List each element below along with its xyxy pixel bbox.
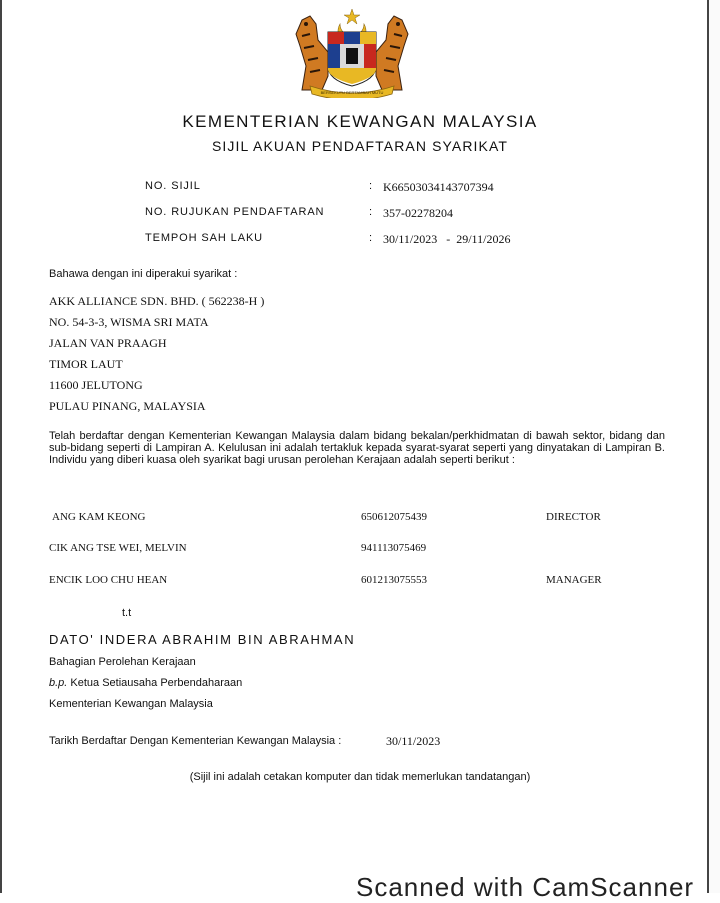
tt-mark: t.t — [122, 607, 132, 619]
computer-print-note: (Sijil ini adalah cetakan komputer dan tidak memerlukan tandatangan) — [189, 771, 531, 783]
registration-reference: 357-02278204 — [383, 206, 453, 220]
bp-abbrev: b.p. — [49, 677, 68, 689]
address-line: NO. 54-3-3, WISMA SRI MATA — [49, 315, 209, 329]
field-colon: : — [369, 232, 373, 244]
address-line: TIMOR LAUT — [49, 357, 123, 371]
registration-paragraph: Telah berdaftar dengan Kementerian Kewangan Malaysia dalam bidang bekalan/perkhidmatan di bawah sektor, bidang dan sub-bidang seperti di Lampiran A. Kelulusan ini adalah tertakluk kepada syarat-syarat seperti yang dinyatakan di Lampiran B. Individu yang diberi kuasa oleh syarikat bagi urusan perolehan Kerajaan adalah seperti berikut : — [49, 430, 665, 466]
certificate-title: SIJIL AKUAN PENDAFTARAN SYARIKAT — [211, 138, 509, 154]
person-role: MANAGER — [546, 574, 602, 586]
page-border-left — [0, 0, 2, 893]
right-tiger-icon — [376, 16, 408, 90]
scanner-watermark: Scanned with CamScanner — [356, 872, 695, 902]
ministry-heading: KEMENTERIAN KEWANGAN MALAYSIA — [182, 112, 538, 131]
coat-of-arms-logo — [288, 6, 416, 98]
field-label: NO. SIJIL — [145, 180, 201, 192]
person-ic: 650612075439 — [361, 511, 427, 523]
signatory-name: DATO' INDERA ABRAHIM BIN ABRAHMAN — [49, 632, 356, 647]
certificate-number: K66503034143707394 — [383, 180, 494, 194]
person-name: CIK ANG TSE WEI, MELVIN — [49, 542, 187, 554]
registration-date-label: Tarikh Berdaftar Dengan Kementerian Kewangan Malaysia : — [49, 735, 342, 747]
company-name: AKK ALLIANCE SDN. BHD. ( 562238-H ) — [49, 294, 265, 308]
person-name: ENCIK LOO CHU HEAN — [49, 574, 168, 586]
field-label: NO. RUJUKAN PENDAFTARAN — [145, 206, 325, 218]
person-ic: 601213075553 — [361, 574, 427, 586]
validity-period: 30/11/2023 - 29/11/2026 — [383, 232, 511, 246]
on-behalf-text: Ketua Setiausaha Perbendaharaan — [67, 677, 243, 689]
field-label: TEMPOH SAH LAKU — [145, 232, 264, 244]
address-line: 11600 JELUTONG — [49, 378, 143, 392]
person-role: DIRECTOR — [546, 511, 601, 523]
address-line: JALAN VAN PRAAGH — [49, 336, 167, 350]
person-ic: 941113075469 — [361, 542, 427, 554]
signatory-department: Bahagian Perolehan Kerajaan — [49, 656, 196, 668]
field-colon: : — [369, 206, 373, 218]
crest-motto: BERSEKUTU BERTAMBAH MUTU — [320, 90, 384, 95]
left-tiger-icon — [296, 16, 328, 90]
field-colon: : — [369, 180, 373, 192]
signatory-on-behalf — [49, 677, 242, 689]
signatory-ministry: Kementerian Kewangan Malaysia — [49, 698, 213, 710]
intro-text: Bahawa dengan ini diperakui syarikat : — [49, 268, 238, 280]
address-line: PULAU PINANG, MALAYSIA — [49, 399, 206, 413]
scan-margin — [709, 0, 720, 893]
registration-date: 30/11/2023 — [386, 734, 441, 748]
person-name: ANG KAM KEONG — [52, 511, 146, 523]
